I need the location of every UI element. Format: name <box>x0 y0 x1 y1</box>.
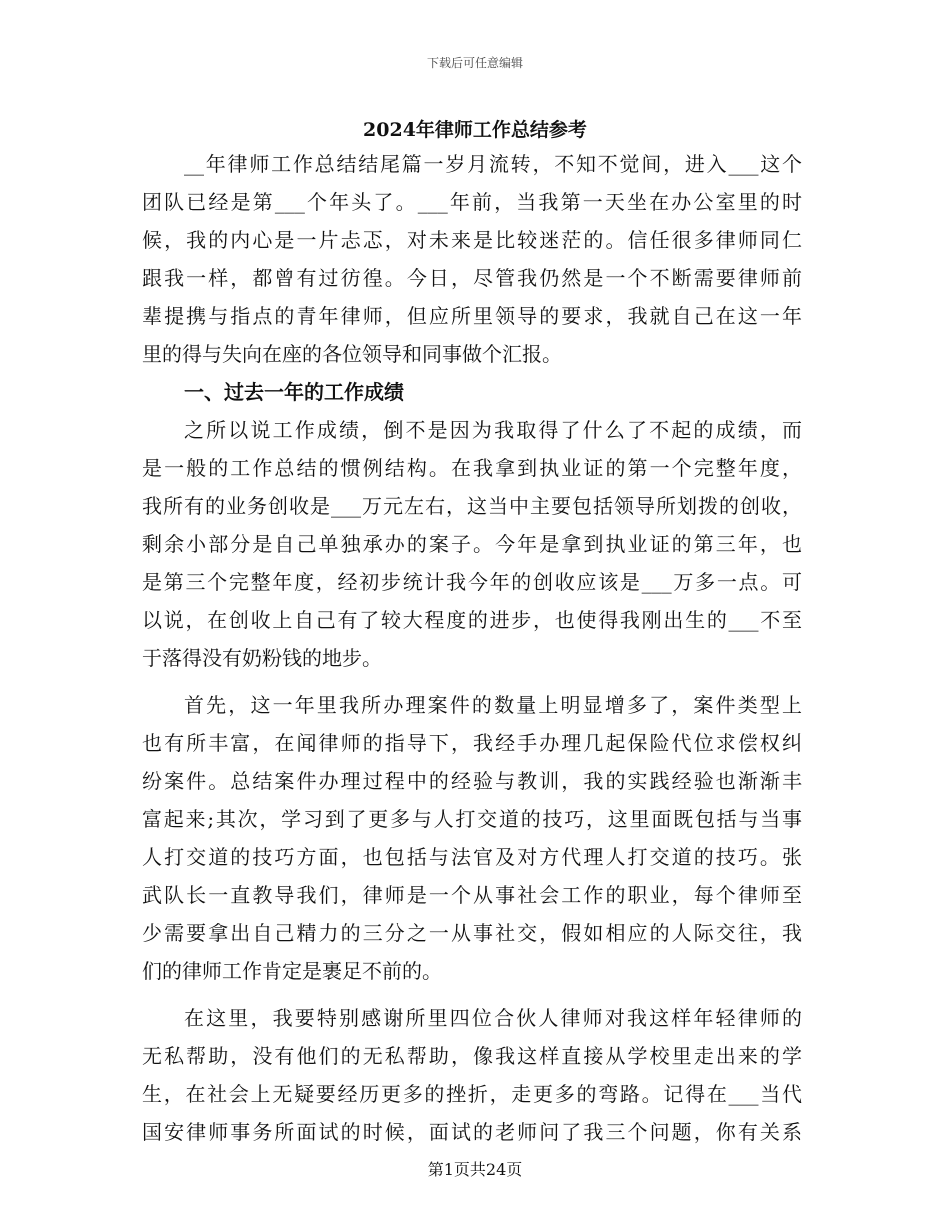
document-body <box>142 145 802 1151</box>
text-line: 里的得与失向在座的各位领导和同事做个汇报。 <box>142 342 562 366</box>
text-line: 是第三个完整年度，经初步统计我今年的创收应该是___万多一点。可 <box>142 570 802 594</box>
text-line: 首先，这一年里我所办理案件的数量上明显增多了，案件类型上 <box>184 693 802 717</box>
paragraph-gap <box>142 990 802 999</box>
text-line: 候，我的内心是一片忐忑，对未来是比较迷茫的。信任很多律师同仁 <box>142 228 802 252</box>
text-line: 富起来;其次，学习到了更多与人打交道的技巧，这里面既包括与当事 <box>142 807 802 831</box>
text-line: 之所以说工作成绩，倒不是因为我取得了什么了不起的成绩，而 <box>184 418 802 442</box>
section-heading <box>142 373 802 411</box>
text-line: 武队长一直教导我们，律师是一个从事社会工作的职业，每个律师至 <box>142 883 802 907</box>
text-line: 在这里，我要特别感谢所里四位合伙人律师对我这样年轻律师的 <box>184 1006 802 1030</box>
paragraph-gap <box>142 677 802 686</box>
page-header: 下载后可任意编辑 <box>426 56 523 70</box>
text-line: 是一般的工作总结的惯例结构。在我拿到执业证的第一个完整年度， <box>142 456 802 480</box>
text-line: 我所有的业务创收是___万元左右，这当中主要包括领导所划拨的创收， <box>142 494 802 518</box>
text-line: 人打交道的技巧方面，也包括与法官及对方代理人打交道的技巧。张 <box>142 845 802 869</box>
text-line: 以说，在创收上自己有了较大程度的进步，也使得我刚出生的___不至 <box>142 608 802 632</box>
text-line: 少需要拿出自己精力的三分之一从事社交，假如相应的人际交往，我 <box>142 921 802 945</box>
text-line: 生，在社会上无疑要经历更多的挫折，走更多的弯路。记得在___当代 <box>142 1082 802 1106</box>
page-footer: 第1页共24页 <box>427 1160 523 1179</box>
text-line: 无私帮助，没有他们的无私帮助，像我这样直接从学校里走出来的学 <box>142 1044 802 1068</box>
text-line: 剩余小部分是自己单独承办的案子。今年是拿到执业证的第三年，也 <box>142 532 802 556</box>
paragraph <box>142 999 802 1151</box>
text-line: __年律师工作总结结尾篇一岁月流转，不知不觉间，进入___这个 <box>184 152 802 176</box>
text-line: 辈提携与指点的青年律师，但应所里领导的要求，我就自己在这一年 <box>142 304 802 328</box>
text-line: 们的律师工作肯定是裹足不前的。 <box>142 959 442 983</box>
text-line: 一、过去一年的工作成绩 <box>184 380 404 404</box>
paragraph <box>142 411 802 677</box>
text-line: 于落得没有奶粉钱的地步。 <box>142 646 382 670</box>
text-line: 纷案件。总结案件办理过程中的经验与教训，我的实践经验也渐渐丰 <box>142 769 802 793</box>
text-line: 也有所丰富，在闻律师的指导下，我经手办理几起保险代位求偿权纠 <box>142 731 802 755</box>
text-line: 跟我一样，都曾有过彷徨。今日，尽管我仍然是一个不断需要律师前 <box>142 266 802 290</box>
text-line: 团队已经是第___个年头了。___年前，当我第一天坐在办公室里的时 <box>142 190 802 214</box>
paragraph <box>142 686 802 990</box>
paragraph <box>142 145 802 373</box>
text-line: 国安律师事务所面试的时候，面试的老师问了我三个问题，你有关系 <box>142 1120 802 1144</box>
document-title: 2024年律师工作总结参考 <box>363 119 587 141</box>
